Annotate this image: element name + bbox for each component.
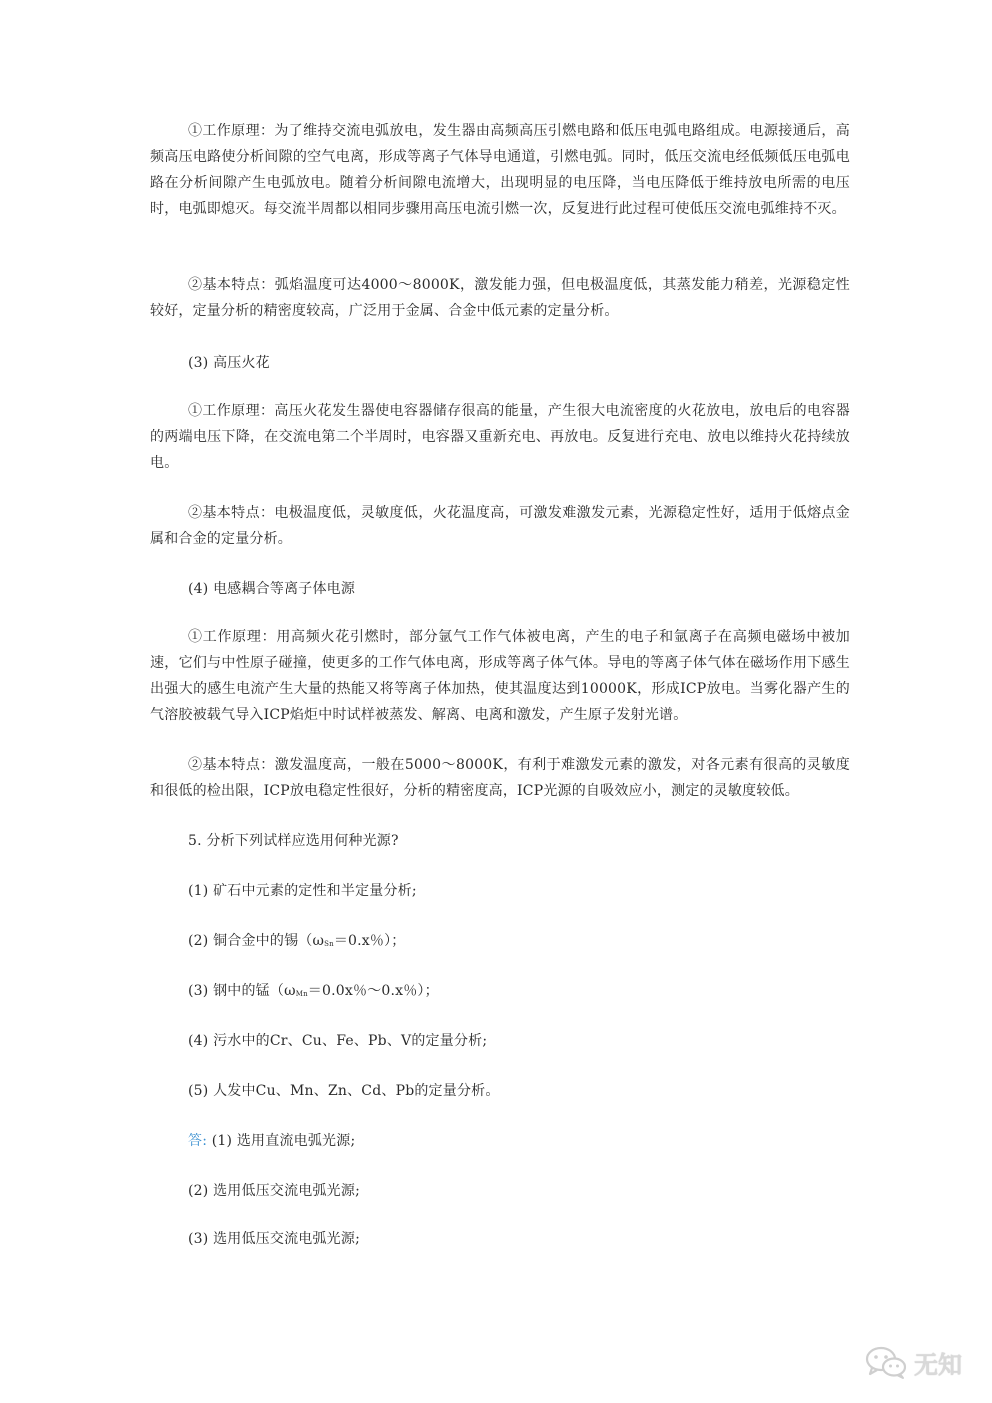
answer-label: 答:: [188, 1133, 208, 1149]
question-item-3-suffix: ＝0.0x％～0.x％）；: [307, 983, 439, 999]
spark-heading: (3) 高压火花: [188, 355, 270, 371]
icp-features-paragraph: ②基本特点：激发温度高，一般在5000～8000K，有利于难激发元素的激发，对各元素有很高的灵敏度和很低的检出限，ICP放电稳定性很好，分析的精密度高，ICP光源的自吸效应小，测定的灵敏度较低。: [150, 757, 850, 799]
icp-heading: (4) 电感耦合等离子体电源: [188, 581, 356, 597]
watermark: [864, 1340, 968, 1384]
answer-item-3: (3) 选用低压交流电弧光源;: [188, 1231, 360, 1247]
arc-features-paragraph: ②基本特点：弧焰温度可达4000～8000K，激发能力强，但电极温度低，其蒸发能力稍差，光源稳定性较好，定量分析的精密度较高，广泛用于金属、合金中低元素的定量分析。: [150, 277, 850, 319]
subscript-mn: Mn: [295, 990, 308, 998]
spark-principle-paragraph: ①工作原理：高压火花发生器使电容器储存很高的能量，产生很大电流密度的火花放电，放电后的电容器的两端电压下降，在交流电第二个半周时，电容器又重新充电、再放电。反复进行充电、放电以维持火花持续放电。: [150, 403, 850, 471]
question-item-2-prefix: (2) 铜合金中的锡（ω: [188, 933, 325, 949]
watermark-text: 无知: [914, 1350, 962, 1379]
spark-features-paragraph: ②基本特点：电极温度低，灵敏度低，火花温度高，可激发难激发元素，光源稳定性好，适用于低熔点金属和合金的定量分析。: [150, 505, 850, 547]
question-item-3: [188, 978, 439, 1007]
answer-item-1: (1) 选用直流电弧光源;: [207, 1133, 356, 1149]
question-item-1: (1) 矿石中元素的定性和半定量分析;: [188, 883, 417, 899]
question-5-title: 5. 分析下列试样应选用何种光源?: [188, 833, 399, 849]
question-item-4: (4) 污水中的Cr、Cu、Fe、Pb、V的定量分析;: [188, 1033, 488, 1049]
question-item-3-prefix: (3) 钢中的锰（ω: [188, 983, 296, 999]
subscript-sn: Sn: [324, 940, 334, 948]
question-item-2: [188, 928, 405, 957]
icp-principle-paragraph: ①工作原理：用高频火花引燃时，部分氩气工作气体被电离，产生的电子和氩离子在高频电磁场中被加速，它们与中性原子碰撞，使更多的工作气体电离，形成等离子体气体。导电的等离子体气体在磁场作用下感生出强大的感生电流产生大量的热能又将等离子体加热，使其温度达到10000K，形成ICP放电。当雾化器产生的气溶胶被载气导入ICP焰炬中时试样被蒸发、解离、电离和激发，产生原子发射光谱。: [150, 629, 850, 723]
arc-principle-paragraph: ①工作原理：为了维持交流电弧放电，发生器由高频高压引燃电路和低压电弧电路组成。电源接通后，高频高压电路使分析间隙的空气电离，形成等离子气体导电通道，引燃电弧。同时，低压交流电经低频低压电弧电路在分析间隙产生电弧放电。随着分析间隙电流增大，出现明显的电压降，当电压降低于维持放电所需的电压时，电弧即熄灭。每交流半周都以相同步骤用高压电流引燃一次，反复进行此过程可使低压交流电弧维持不灭。: [150, 123, 850, 217]
answer-item-2: (2) 选用低压交流电弧光源;: [188, 1183, 360, 1199]
wechat-icon: [864, 1344, 908, 1380]
question-item-2-suffix: ＝0.x％）；: [333, 933, 406, 949]
answer-line-1: [188, 1128, 355, 1154]
question-item-5: (5) 人发中Cu、Mn、Zn、Cd、Pb的定量分析。: [188, 1083, 500, 1099]
